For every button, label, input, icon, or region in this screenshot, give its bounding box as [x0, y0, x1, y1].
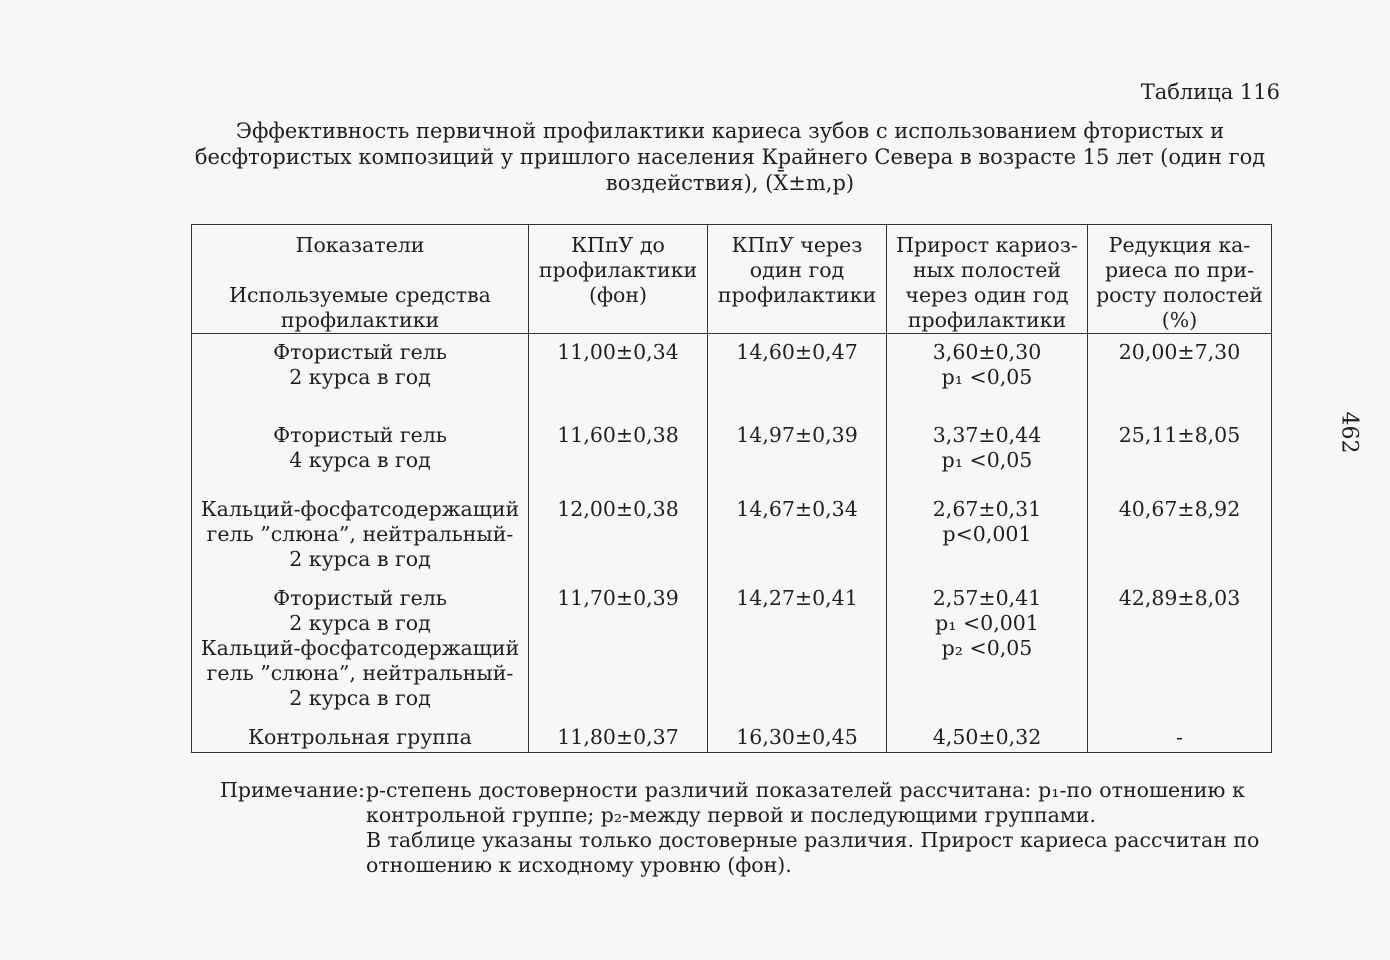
cell-line: Фтористый гель [273, 585, 447, 610]
cell-line: p₁ <0,05 [941, 365, 1033, 389]
caption-line: воздействия), (X̄±m,p) [605, 171, 855, 195]
cell-means [192, 491, 529, 580]
cell-before: 11,00±0,34 [529, 334, 708, 417]
cell-line: 4 курса в год [289, 447, 431, 472]
note-line: В таблице указаны только достоверные различия. Прирост кариеса рассчитан по [366, 828, 1260, 852]
table-row [192, 334, 1272, 417]
header-line: риеса по при- [1104, 258, 1255, 282]
cell-means [192, 580, 529, 719]
cell-line: Кальций-фосфатсодержащий [200, 496, 520, 521]
cell-line: 2 курса в год [289, 610, 431, 635]
cell-line: Фтористый гель [273, 340, 447, 364]
cell-line: гель ”слюна”, нейтральный- [206, 521, 514, 546]
cell-growth [887, 491, 1088, 580]
cell-after: 14,97±0,39 [708, 417, 887, 491]
table-row [192, 491, 1272, 580]
cell-growth [887, 334, 1088, 417]
cell-growth [887, 417, 1088, 491]
cell-after: 14,27±0,41 [708, 580, 887, 719]
cell-line: 3,37±0,44 [932, 422, 1042, 447]
table-number: Таблица 116 [1140, 80, 1280, 104]
cell-line: 2 курса в год [289, 546, 431, 571]
header-line: профилактики [907, 308, 1067, 332]
note-line: контрольной группе; p₂-между первой и последующими группами. [366, 803, 1096, 827]
cell-line: p₂ <0,05 [941, 635, 1033, 660]
header-line: ных полостей [912, 258, 1062, 282]
cell-line: гель ”слюна”, нейтральный- [206, 660, 514, 685]
header-line: один год [749, 258, 845, 282]
cell-reduction: 20,00±7,30 [1088, 334, 1272, 417]
header-line: Прирост кариоз- [896, 233, 1078, 257]
cell-line: 2 курса в год [289, 685, 431, 710]
table-row [192, 580, 1272, 719]
header-growth [887, 225, 1088, 334]
header-line: (%) [1161, 308, 1198, 332]
cell-growth [887, 719, 1088, 753]
cell-reduction: - [1088, 719, 1272, 753]
header-line: Показатели [295, 233, 425, 257]
page-number: 462 [1336, 411, 1362, 454]
cell-line: 3,60±0,30 [932, 340, 1042, 364]
cell-line: 2,67±0,31 [932, 496, 1042, 521]
cell-reduction: 25,11±8,05 [1088, 417, 1272, 491]
cell-reduction: 42,89±8,03 [1088, 580, 1272, 719]
cell-line: 2 курса в год [289, 365, 431, 389]
cell-after: 16,30±0,45 [708, 719, 887, 753]
header-after [708, 225, 887, 334]
cell-before: 12,00±0,38 [529, 491, 708, 580]
table-row [192, 417, 1272, 491]
note-line: p-степень достоверности различий показателей рассчитана: p₁-по отношению к [366, 778, 1245, 802]
cell-line: p<0,001 [942, 521, 1032, 546]
cell-after: 14,67±0,34 [708, 491, 887, 580]
header-line: профилактики [717, 283, 877, 307]
cell-line: Контрольная группа [248, 724, 472, 749]
header-line: (фон) [588, 283, 648, 307]
header-row [192, 225, 1272, 334]
header-reduction [1088, 225, 1272, 334]
table-note [220, 778, 1260, 878]
cell-reduction: 40,67±8,92 [1088, 491, 1272, 580]
caption-line: бесфтористых композиций у пришлого населения Крайнего Севера в возрасте 15 лет (один год [194, 145, 1266, 169]
header-line: росту полостей [1096, 283, 1263, 307]
cell-line: Кальций-фосфатсодержащий [200, 635, 520, 660]
cell-after: 14,60±0,47 [708, 334, 887, 417]
cell-line: p₁ <0,001 [935, 610, 1039, 635]
header-line: через один год [905, 283, 1069, 307]
cell-means [192, 334, 529, 417]
cell-growth [887, 580, 1088, 719]
cell-means [192, 417, 529, 491]
header-line: Используемые средства [229, 283, 491, 307]
header-indicators [192, 225, 529, 334]
cell-before: 11,70±0,39 [529, 580, 708, 719]
caption-line: Эффективность первичной профилактики кариеса зубов с использованием фтористых и [235, 119, 1225, 143]
table-row [192, 719, 1272, 753]
data-table [191, 224, 1272, 753]
cell-means [192, 719, 529, 753]
table-caption [170, 118, 1290, 196]
cell-line: 2,57±0,41 [932, 585, 1042, 610]
cell-line: Фтористый гель [273, 422, 447, 447]
header-line: КПпУ через [731, 233, 863, 257]
cell-line: p₁ <0,05 [941, 447, 1033, 472]
header-before [529, 225, 708, 334]
header-line: Редукция ка- [1108, 233, 1251, 257]
header-line: профилактики [538, 258, 698, 282]
cell-before: 11,60±0,38 [529, 417, 708, 491]
header-line: профилактики [280, 308, 440, 332]
cell-line: 4,50±0,32 [932, 724, 1042, 749]
header-line: КПпУ до [571, 233, 665, 257]
note-label: Примечание: [220, 778, 365, 802]
note-line: отношению к исходному уровню (фон). [366, 853, 792, 877]
cell-before: 11,80±0,37 [529, 719, 708, 753]
